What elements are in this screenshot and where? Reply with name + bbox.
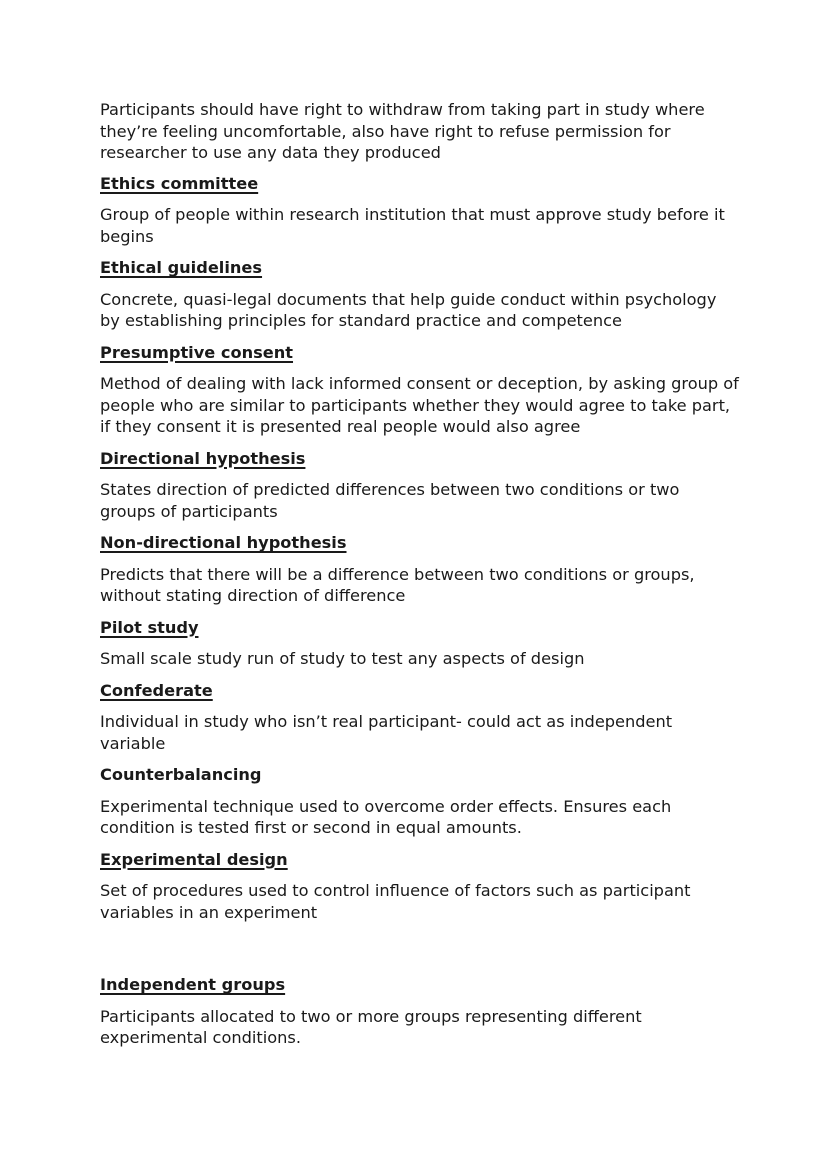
term-definition: Small scale study run of study to test any aspects of design: [100, 649, 585, 668]
term-heading: Independent groups: [100, 975, 286, 994]
term-definition: Participants allocated to two or more groups representing different experimental conditions.: [100, 1006, 642, 1047]
term-heading: Ethics committee: [100, 173, 259, 193]
term-heading: Presumptive consent: [100, 342, 294, 362]
term-definition: Experimental technique used to overcome order effects. Ensures each condition is tested first or second in equal amounts.: [100, 796, 672, 837]
term-heading: Directional hypothesis: [100, 448, 306, 468]
term-heading: Non-directional hypothesis: [100, 533, 347, 552]
term-heading: Pilot study: [100, 617, 199, 637]
term-definition: Concrete, quasi-legal documents that help guide conduct within psychology by establishing principles for standard practice and competence: [100, 289, 717, 330]
intro-paragraph: Participants should have right to withdraw from taking part in study where they’re feeling uncomfortable, also have right to refuse permission for researcher to use any data they produced: [100, 100, 705, 162]
term-definition: States direction of predicted differences between two conditions or two groups of participants: [100, 480, 680, 521]
term-heading: Confederate: [100, 680, 213, 700]
blank-space: [100, 933, 740, 974]
document-page: [100, 99, 740, 1059]
term-heading: Counterbalancing: [100, 765, 262, 784]
term-heading: Experimental design: [100, 849, 288, 869]
term-definition: Method of dealing with lack informed consent or deception, by asking group of people who are similar to participants whether they would agree to take part, if they consent it is presented real people would also agree: [100, 374, 739, 436]
term-definition: Predicts that there will be a difference between two conditions or groups, without stating direction of difference: [100, 564, 695, 605]
term-definition: Individual in study who isn’t real participant- could act as independent variable: [100, 712, 673, 753]
term-definition: Group of people within research institution that must approve study before it begins: [100, 205, 725, 246]
term-definition: Set of procedures used to control influence of factors such as participant variables in an experiment: [100, 881, 691, 922]
term-heading: Ethical guidelines: [100, 258, 263, 277]
